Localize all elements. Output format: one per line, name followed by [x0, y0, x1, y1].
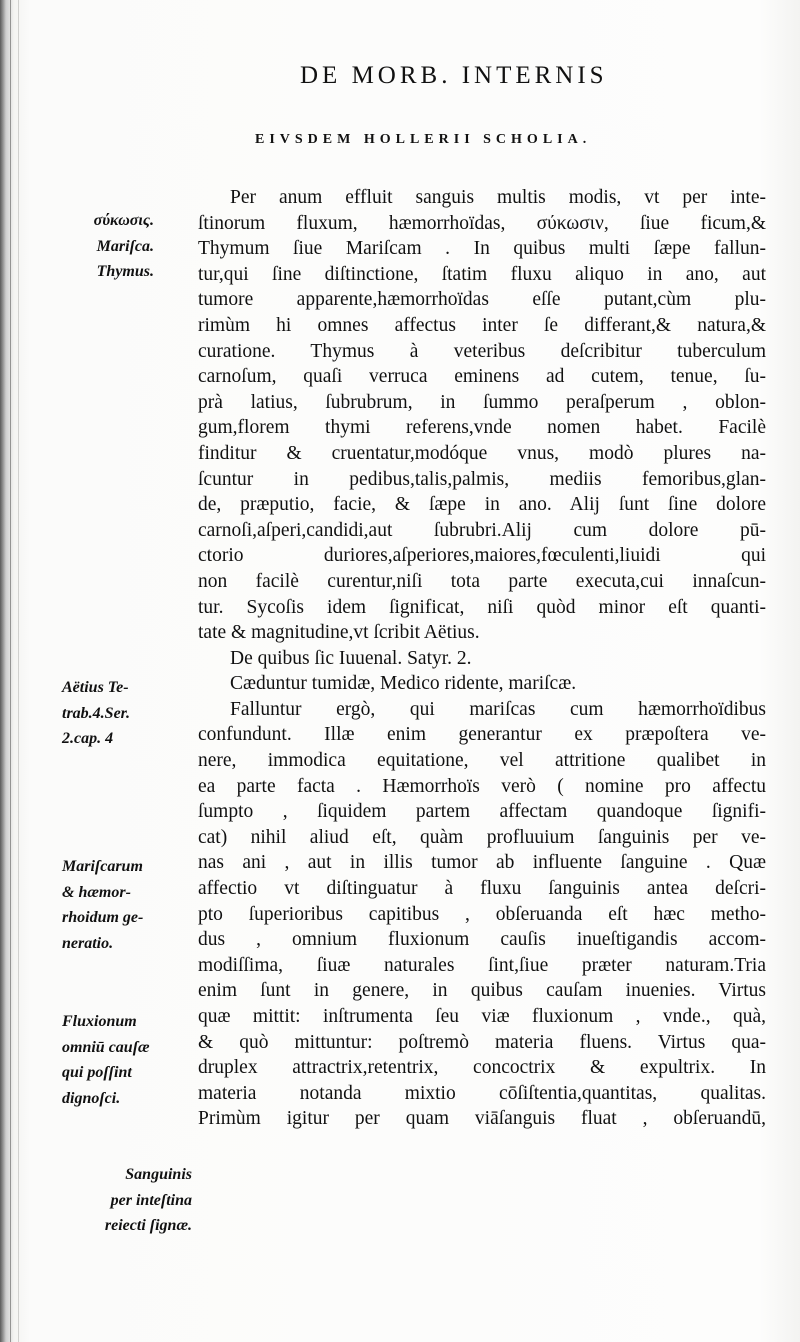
text-line: de, præputio, facie, & ſæpe in ano. Alij ſunt ſine dolore	[198, 494, 766, 516]
binding-edge-inner	[18, 0, 19, 1342]
margin-note-line: dignoſci.	[62, 1089, 121, 1107]
margin-note-line: & hæmor-	[62, 883, 131, 901]
running-head: DE MORB. INTERNIS	[300, 62, 608, 89]
margin-note-line: σύκωσις.	[93, 212, 154, 229]
text-line: tumore apparente,hæmorrhoïdas eſſe putant,cùm plu-	[198, 289, 766, 311]
section-subheading: EIVSDEM HOLLERII SCHOLIA.	[255, 132, 592, 147]
margin-note-line: Aëtius Te-	[62, 679, 129, 696]
text-line: tate & magnitudine,vt ſcribit Aëtius.	[198, 622, 480, 644]
margin-note-line: Thymus.	[96, 263, 154, 281]
text-line: curatione. Thymus à veteribus deſcribitur tuberculum	[198, 340, 766, 362]
margin-note-2	[62, 675, 182, 752]
text-line: carnoſi,aſperi,candidi,aut ſubrubri.Alij cum dolore pū-	[198, 519, 766, 541]
text-line: Primùm igitur per quam viāſanguis fluat , obſeruandū,	[198, 1108, 766, 1130]
text-line: Per anum effluit sanguis multis modis, vt per inte-	[230, 187, 766, 208]
margin-note-5	[62, 1162, 192, 1239]
text-line: finditur & cruentatur,modóque vnus, modò plures na-	[198, 442, 766, 464]
margin-note-line: neratio.	[62, 934, 114, 952]
text-line: enim ſunt in genere, in quibus cauſam inuenies. Virtus	[198, 980, 766, 1002]
text-line: materia notanda mixtio cōſiſtentia,quantitas, qualitas.	[198, 1082, 766, 1104]
text-line: tur,qui ſine diſtinctione, ſtatim fluxu aliquo in ano, aut	[198, 263, 766, 285]
margin-note-line: omniū cauſæ	[62, 1038, 150, 1056]
text-line: pto ſuperioribus capitibus , obſeruanda eſt hæc metho-	[198, 903, 766, 925]
text-line: dus , omnium fluxionum cauſis inueſtigandis accom-	[198, 929, 766, 951]
margin-note-3	[62, 854, 182, 956]
text-line: confundunt. Illæ enim generantur ex præpoſtera ve-	[198, 724, 766, 746]
margin-note-line: per inteſtina	[110, 1191, 192, 1209]
text-line: druplex attractrix,retentrix, concoctrix & expultrix. In	[198, 1057, 766, 1079]
text-line: & quò mittuntur: poſtremò materia fluens. Virtus qua-	[198, 1031, 766, 1053]
margin-note-line: qui poſſint	[62, 1064, 132, 1082]
text-line: ea parte facta . Hæmorrhoïs verò ( nomine pro affectu	[198, 775, 766, 797]
text-line: tur. Sycoſis idem ſignificat, niſi quòd minor eſt quanti-	[198, 596, 766, 618]
margin-note-line: trab.4.Ser.	[62, 704, 131, 722]
binding-edge	[10, 0, 11, 1342]
margin-note-line: rhoidum ge-	[62, 909, 144, 927]
text-line: nere, immodica equitatione, vel attritione qualibet in	[198, 750, 766, 772]
verse-line: Cæduntur tumidæ, Medico ridente, mariſcæ.	[230, 673, 577, 695]
text-line: affectio vt diſtinguatur à fluxu ſanguinis antea deſcri-	[198, 878, 766, 900]
text-line: rimùm hi omnes affectus inter ſe differant,& natura,&	[198, 314, 766, 336]
text-line: De quibus ſic Iuuenal. Satyr. 2.	[230, 647, 472, 669]
text-line: cat) nihil aliud eſt, quàm profluuium ſanguinis per ve-	[198, 826, 766, 848]
text-line: Thymum ſiue Mariſcam . In quibus multi ſæpe fallun-	[198, 238, 766, 260]
margin-note-line: Mariſcarum	[62, 858, 143, 875]
margin-note-line: reiecti ſignæ.	[104, 1217, 192, 1235]
margin-note-line: Mariſca.	[96, 237, 154, 255]
margin-note-line: Fluxionum	[62, 1013, 137, 1030]
margin-note-4	[62, 1009, 182, 1111]
text-line: ſtinorum fluxum, hæmorrhoïdas, σύκωσιν, ſiue ficum,&	[198, 212, 766, 234]
text-line: ctorio duriores,aſperiores,maiores,fœculenti,liuidi qui	[198, 545, 766, 567]
text-line: Falluntur ergò, qui mariſcas cum hæmorrhoïdibus	[230, 698, 766, 720]
text-line: ſumpto , ſiquidem partem affectam quandoque ſignifi-	[198, 801, 766, 823]
text-line: non facilè curentur,niſi tota parte executa,cui innaſcun-	[198, 570, 766, 592]
text-line: nas ani , aut in illis tumor ab influente ſanguine . Quæ	[198, 852, 766, 874]
text-line: gum,florem thymi referens,vnde nomen habet. Facilè	[198, 417, 766, 439]
text-line: modiſſima, ſiuæ naturales ſint,ſiue præter naturam.Tria	[198, 954, 766, 976]
margin-note-1	[62, 208, 154, 285]
text-line: ſcuntur in pedibus,talis,palmis, mediis femoribus,glan-	[198, 468, 766, 490]
text-line: carnoſum, quaſi verruca eminens ad cutem, tenue, ſu-	[198, 366, 766, 388]
text-line: quæ mittit: inſtrumenta ſeu viæ fluxionum , vnde., quà,	[198, 1006, 766, 1027]
text-line: prà latius, ſubrubrum, in ſummo peraſperum , oblon-	[198, 391, 766, 413]
margin-note-line: Sanguinis	[125, 1166, 192, 1183]
margin-note-line: 2.cap. 4	[62, 730, 114, 748]
body-text	[198, 185, 766, 1132]
